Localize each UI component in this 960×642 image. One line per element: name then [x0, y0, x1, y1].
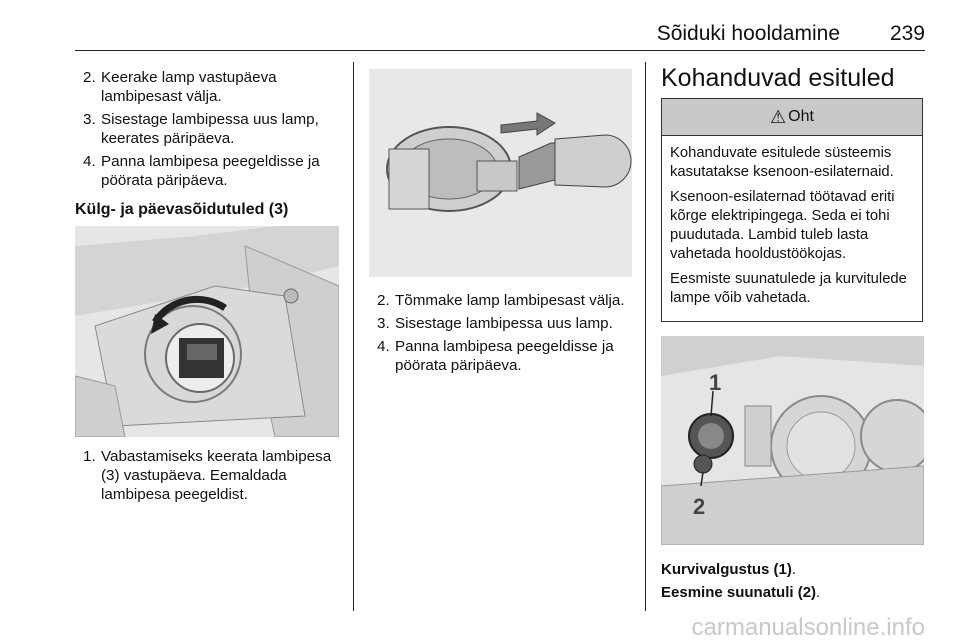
warning-paragraph: Eesmiste suunatulede ja kurvitulede lampe võib vahetada.	[670, 271, 907, 306]
figure-label-1: 1	[709, 370, 722, 395]
caption-cornering-light: Kurvivalgustus (1).	[661, 561, 797, 578]
warning-triangle-icon: ⚠	[770, 106, 787, 127]
figure-side-light-socket	[75, 226, 339, 437]
caption-front-turn-signal: Eesmine suunatuli (2).	[661, 584, 821, 601]
adaptive-headlight-illustration	[661, 336, 924, 545]
step-item: 4. Panna lambipesa peegeldisse ja pöörata päripäeva.	[377, 338, 614, 374]
figure-bulb-removal	[369, 69, 632, 277]
step-item: 3. Sisestage lambipessa uus lamp.	[377, 315, 613, 332]
step-item: 2. Tõmmake lamp lambipesast välja.	[377, 292, 625, 309]
warning-body	[662, 136, 922, 308]
subheading-side-lights: Külg- ja päevasõidutuled (3)	[75, 201, 289, 218]
side-light-illustration	[75, 226, 339, 437]
running-header-title: Sõiduki hooldamine	[656, 22, 840, 45]
warning-box	[661, 98, 923, 322]
warning-paragraph: Kohanduvate esitulede süsteemis kasutatakse ksenoon-esilaternaid.	[670, 145, 894, 180]
page-number: 239	[889, 22, 925, 45]
header-rule	[75, 50, 925, 51]
step-item: 4. Panna lambipesa peegeldisse ja pöörata päripäeva.	[83, 153, 320, 189]
warning-title: Oht	[788, 108, 814, 125]
column-divider-left	[353, 62, 354, 611]
step-item: 3. Sisestage lambipessa uus lamp, keerates päripäeva.	[83, 111, 319, 147]
warning-header	[662, 99, 922, 136]
steps-list-left-2	[75, 447, 340, 508]
step-item: 1. Vabastamiseks keerata lambipesa (3) vastupäeva. Eemaldada lambipesa peegeldist.	[83, 448, 332, 503]
step-item: 2. Keerake lamp vastupäeva lambipesast välja.	[83, 69, 277, 105]
warning-paragraph: Ksenoon-esilaternad töötavad eriti kõrge elektripingega. Seda ei tohi puudutada. Lambid tuleb lasta vahetada hooldustöökojas.	[670, 189, 895, 262]
section-heading-adaptive-headlights: Kohanduvad esituled	[661, 64, 895, 92]
steps-list-middle	[369, 291, 639, 379]
figure-label-2: 2	[693, 494, 706, 519]
figure-adaptive-headlight	[661, 336, 924, 545]
watermark: carmanualsonline.info	[691, 614, 925, 641]
steps-list-left	[75, 68, 340, 194]
column-divider-right	[645, 62, 646, 611]
bulb-removal-illustration	[369, 69, 632, 277]
